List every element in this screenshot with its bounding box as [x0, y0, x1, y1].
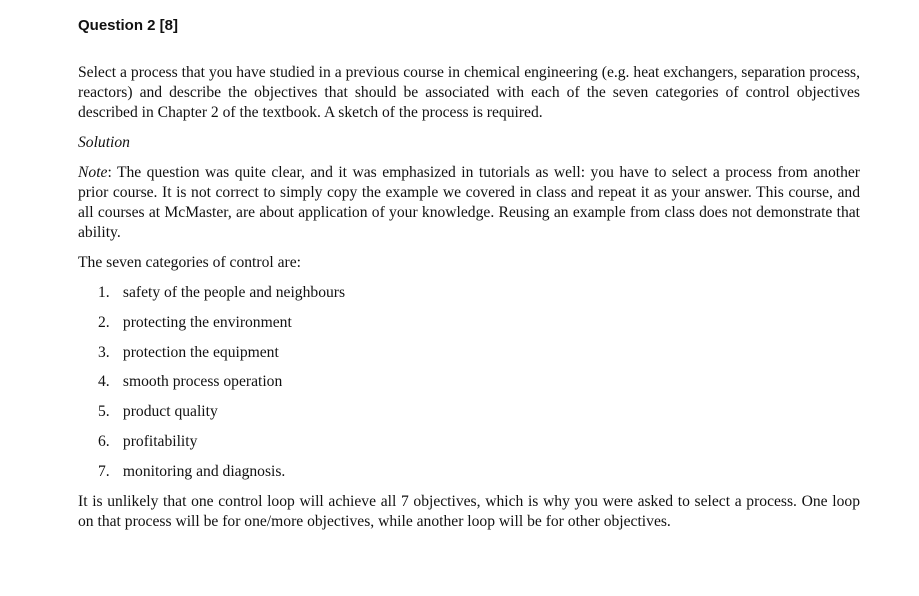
control-categories-list: [98, 283, 345, 492]
list-item-number: 2.: [98, 313, 110, 331]
list-item-text: monitoring and diagnosis.: [122, 462, 286, 480]
note-label: Note: [78, 164, 108, 181]
list-item: [98, 402, 345, 422]
list-item-text: protection the equipment: [122, 343, 279, 361]
list-item: [98, 313, 345, 333]
list-item-number: 1.: [98, 284, 110, 301]
solution-label: Solution: [78, 134, 130, 151]
closing-paragraph: It is unlikely that one control loop will achieve all 7 objectives, which is why you were asked to select a process. One loop on that process will be for one/more objectives, while another loop will be for other objectives.: [78, 493, 860, 530]
note-paragraph: [78, 163, 860, 243]
list-item-number: 7.: [98, 462, 110, 480]
question-heading: Question 2 [8]: [78, 17, 179, 34]
list-item-number: 4.: [98, 373, 110, 391]
list-item: [98, 462, 345, 482]
list-item-text: protecting the environment: [122, 313, 292, 331]
list-item-text: product quality: [122, 403, 218, 421]
list-item-number: 5.: [98, 403, 110, 421]
note-text: : The question was quite clear, and it was emphasized in tutorials as well: you have to select a process from another prior course. It is not correct to simply copy the example we covered in class and repeat it as your answer. This course, and all courses at McMaster, are about application of your knowledge. Reusing an example from class does not demonstrate that ability.: [78, 164, 860, 241]
list-item: [98, 432, 345, 452]
list-item-text: profitability: [122, 432, 198, 450]
list-item-text: safety of the people and neighbours: [122, 284, 346, 301]
list-item-text: smooth process operation: [122, 373, 283, 391]
list-item-number: 3.: [98, 343, 110, 361]
list-intro: The seven categories of control are:: [78, 254, 301, 271]
list-item: [98, 343, 345, 363]
list-item-number: 6.: [98, 432, 110, 450]
list-item: [98, 283, 345, 303]
question-paragraph: Select a process that you have studied in a previous course in chemical engineering (e.g. heat exchangers, separation process, reactors) and describe the objectives that should be associated with each of the seven categories of control objectives described in Chapter 2 of the textbook. A sketch of the process is required.: [78, 64, 860, 121]
list-item: [98, 372, 345, 392]
